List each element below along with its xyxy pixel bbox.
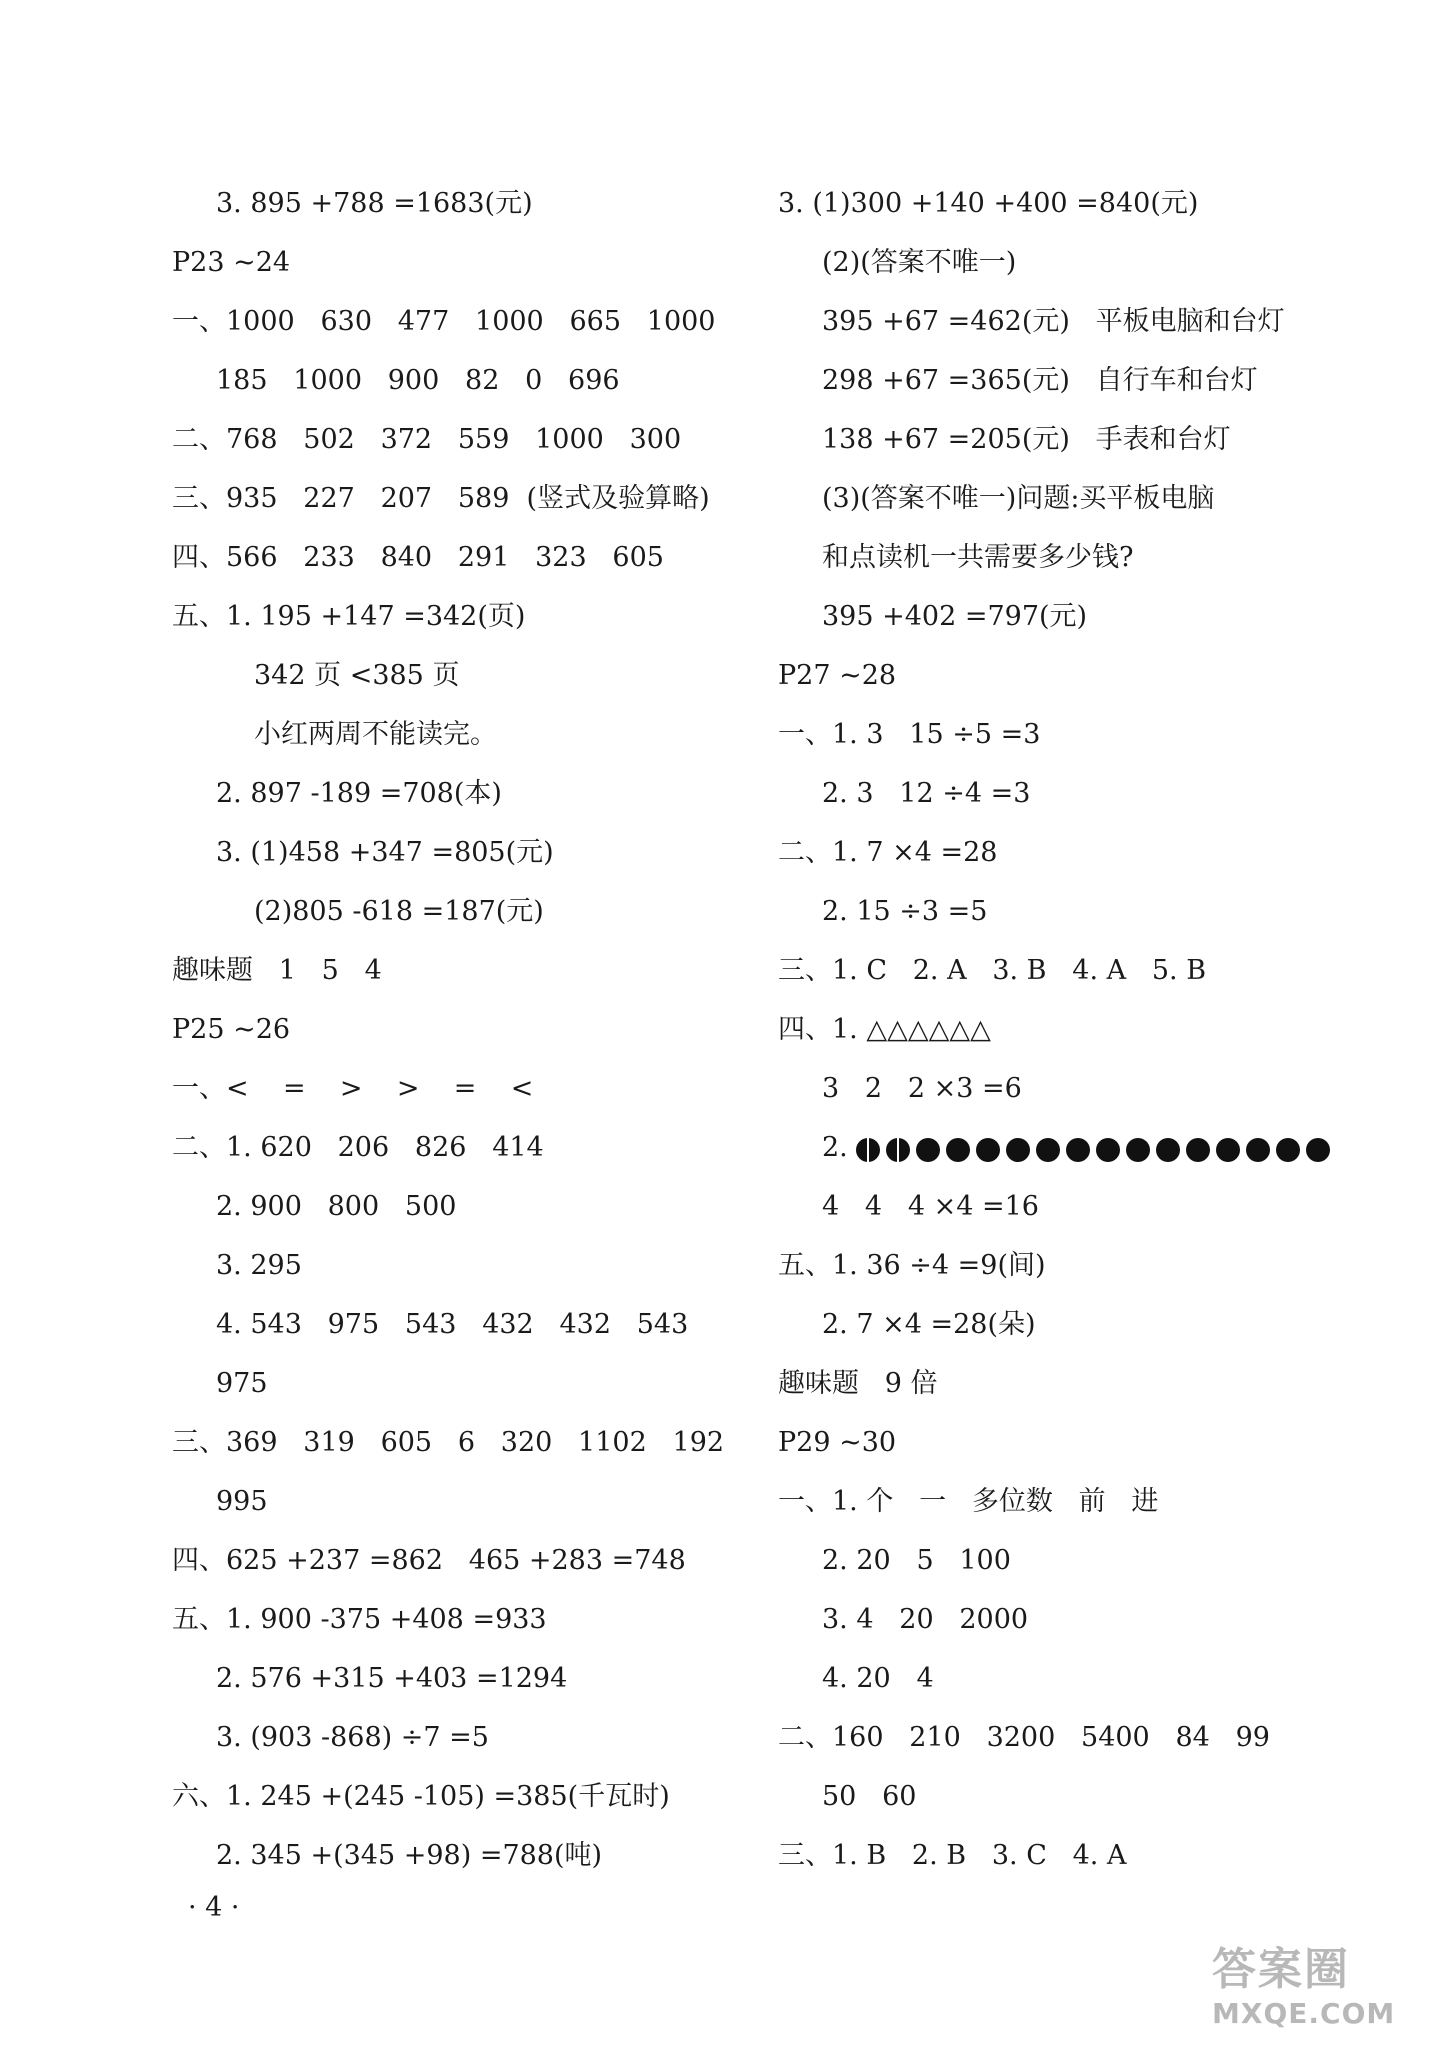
answer-line: 三、935 227 207 589 (竖式及验算略) <box>172 483 710 514</box>
answer-line: 3. 4 20 2000 <box>822 1604 1029 1635</box>
answer-line: 395 +402 =797(元) <box>822 601 1088 632</box>
answer-line: 一、1000 630 477 1000 665 1000 <box>172 306 716 337</box>
answer-line: 4. 543 975 543 432 432 543 <box>216 1309 689 1340</box>
site-watermark <box>1212 1943 1422 2039</box>
answer-line: 趣味题 9 倍 <box>778 1368 938 1399</box>
answer-line: 4 4 4 ×4 =16 <box>822 1191 1039 1222</box>
answer-line: 50 60 <box>822 1781 917 1812</box>
answer-line: 五、1. 36 ÷4 =9(间) <box>778 1250 1046 1281</box>
dot-icon <box>856 1138 880 1162</box>
answer-line: 2. 897 -189 =708(本) <box>216 778 502 809</box>
dot-icon <box>1216 1138 1240 1162</box>
answer-line: 395 +67 =462(元) 平板电脑和台灯 <box>822 306 1285 337</box>
answer-line: 2. 15 ÷3 =5 <box>822 896 988 927</box>
page-number: · 4 · <box>188 1892 240 1923</box>
section-heading: P23 ~24 <box>172 247 291 278</box>
watermark-url: MXQE.COM <box>1212 1997 1396 2030</box>
dot-icon <box>1186 1138 1210 1162</box>
dot-icon <box>1246 1138 1270 1162</box>
dot-icon <box>946 1138 970 1162</box>
answer-line: 3. 895 +788 =1683(元) <box>216 188 533 219</box>
answer-line: 三、1. B 2. B 3. C 4. A <box>778 1840 1127 1871</box>
dot-icon <box>1036 1138 1060 1162</box>
answer-line: (3)(答案不唯一)问题:买平板电脑 <box>822 483 1215 514</box>
answer-line: 六、1. 245 +(245 -105) =385(千瓦时) <box>172 1781 670 1812</box>
answer-line: 995 <box>216 1486 268 1517</box>
answer-line: 一、1. 个 一 多位数 前 进 <box>778 1486 1159 1517</box>
dot-icon <box>1156 1138 1180 1162</box>
dot-icon <box>1276 1138 1300 1162</box>
left-column <box>172 174 772 1885</box>
dot-icon <box>1096 1138 1120 1162</box>
answer-line: 2. 20 5 100 <box>822 1545 1011 1576</box>
answer-line: 298 +67 =365(元) 自行车和台灯 <box>822 365 1258 396</box>
dots-row <box>856 1119 1336 1178</box>
answer-label: 2. <box>822 1132 848 1163</box>
answer-line: (2)(答案不唯一) <box>822 247 1017 278</box>
answer-line: 2. 576 +315 +403 =1294 <box>216 1663 568 1694</box>
answer-line: 975 <box>216 1368 268 1399</box>
answer-line: 二、1. 620 206 826 414 <box>172 1132 544 1163</box>
watermark-logo-text: 答案圈 <box>1212 1944 1350 1995</box>
answer-line: 138 +67 =205(元) 手表和台灯 <box>822 424 1231 455</box>
dot-icon <box>1006 1138 1030 1162</box>
answer-line: 五、1. 195 +147 =342(页) <box>172 601 526 632</box>
answer-line: 二、1. 7 ×4 =28 <box>778 837 998 868</box>
answer-line: 四、566 233 840 291 323 605 <box>172 542 664 573</box>
answer-line: 趣味题 1 5 4 <box>172 955 382 986</box>
dot-icon <box>976 1138 1000 1162</box>
answer-line: 3. (1)458 +347 =805(元) <box>216 837 554 868</box>
answer-line: 2. 7 ×4 =28(朵) <box>822 1309 1036 1340</box>
dot-icon <box>1306 1138 1330 1162</box>
right-column <box>778 174 1418 1885</box>
answer-line: 小红两周不能读完。 <box>254 719 497 750</box>
answer-line: 一、< = > > = < <box>172 1073 534 1104</box>
answer-line: 3. (1)300 +140 +400 =840(元) <box>778 188 1199 219</box>
dot-icon <box>1126 1138 1150 1162</box>
dot-icon <box>916 1138 940 1162</box>
answer-line: 4. 20 4 <box>822 1663 934 1694</box>
section-heading: P29 ~30 <box>778 1427 897 1458</box>
answer-line: 二、768 502 372 559 1000 300 <box>172 424 682 455</box>
answer-line: 和点读机一共需要多少钱? <box>822 542 1134 573</box>
answer-line: 一、1. 3 15 ÷5 =3 <box>778 719 1041 750</box>
answer-line: 3 2 2 ×3 =6 <box>822 1073 1022 1104</box>
dots-line <box>778 1118 1418 1177</box>
answer-line: 四、1. △△△△△△ <box>778 1014 991 1045</box>
answer-line: 3. (903 -868) ÷7 =5 <box>216 1722 489 1753</box>
answer-line: 342 页 <385 页 <box>254 660 460 691</box>
answer-line: 三、369 319 605 6 320 1102 192 <box>172 1427 725 1458</box>
answer-line: 2. 345 +(345 +98) =788(吨) <box>216 1840 603 1871</box>
answer-line: 3. 295 <box>216 1250 302 1281</box>
answer-line: 2. 3 12 ÷4 =3 <box>822 778 1031 809</box>
dot-icon <box>886 1138 910 1162</box>
answer-line: 2. 900 800 500 <box>216 1191 457 1222</box>
answer-line: 四、625 +237 =862 465 +283 =748 <box>172 1545 686 1576</box>
answer-line: (2)805 -618 =187(元) <box>254 896 544 927</box>
section-heading: P27 ~28 <box>778 660 897 691</box>
answer-line: 185 1000 900 82 0 696 <box>216 365 620 396</box>
answer-line: 五、1. 900 -375 +408 =933 <box>172 1604 547 1635</box>
section-heading: P25 ~26 <box>172 1014 291 1045</box>
answer-line: 三、1. C 2. A 3. B 4. A 5. B <box>778 955 1207 986</box>
answer-line: 二、160 210 3200 5400 84 99 <box>778 1722 1270 1753</box>
dot-icon <box>1066 1138 1090 1162</box>
